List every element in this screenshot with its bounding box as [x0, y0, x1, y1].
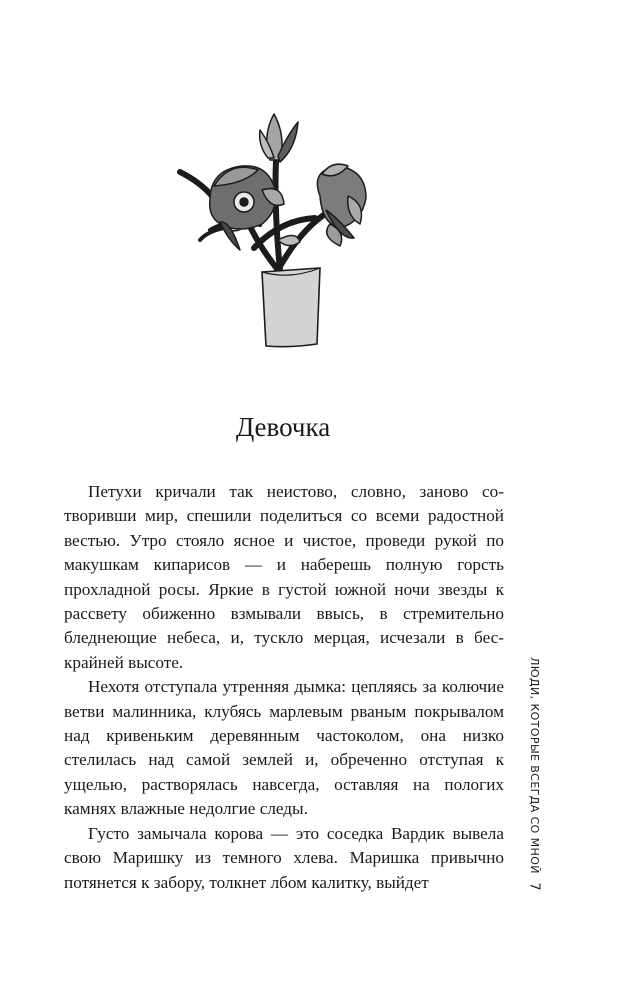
- flower-vase-icon: [170, 100, 380, 350]
- running-head: [524, 656, 544, 874]
- chapter-title: Девочка: [235, 412, 331, 442]
- paragraph: Нехотя отступала утренняя дымка: цепляясь за колючие ветви малинника, клубясь марлевым рваным покрывалом над кривеньким деревянным частоколом, она низко стелилась над самой землей и, обреченно отступая к ущелью, растворялась навсегда, оставляя на пологих камнях влажные недолгие следы.: [64, 677, 504, 819]
- paragraph: Петухи кричали так неистово, словно, заново сотворивши мир, спешили поделиться со всеми радостной вестью. Утро стояло ясное и чистое, проведи рукой по макушкам кипарисов — и наберешь полную горсть прохладной росы. Яркие в густой южной ночи звезды к рассвету обиженно взмывали ввысь, в стремительно бледнеющие небеса, и, тускло мерцая, исчезали в бескрайней высоте.: [64, 482, 504, 672]
- page-number: [524, 876, 544, 896]
- page-number-text: 7: [526, 881, 542, 891]
- body-text: [64, 480, 504, 895]
- paragraph: Густо замычала корова — это соседка Вардик вывела свою Маришку из темного хлева. Маришка привычно потянется к забору, толкнет лбом калитку, выйдет: [64, 823, 504, 892]
- running-head-text: ЛЮДИ, КОТОРЫЕ ВСЕГДА СО МНОЙ: [527, 656, 541, 874]
